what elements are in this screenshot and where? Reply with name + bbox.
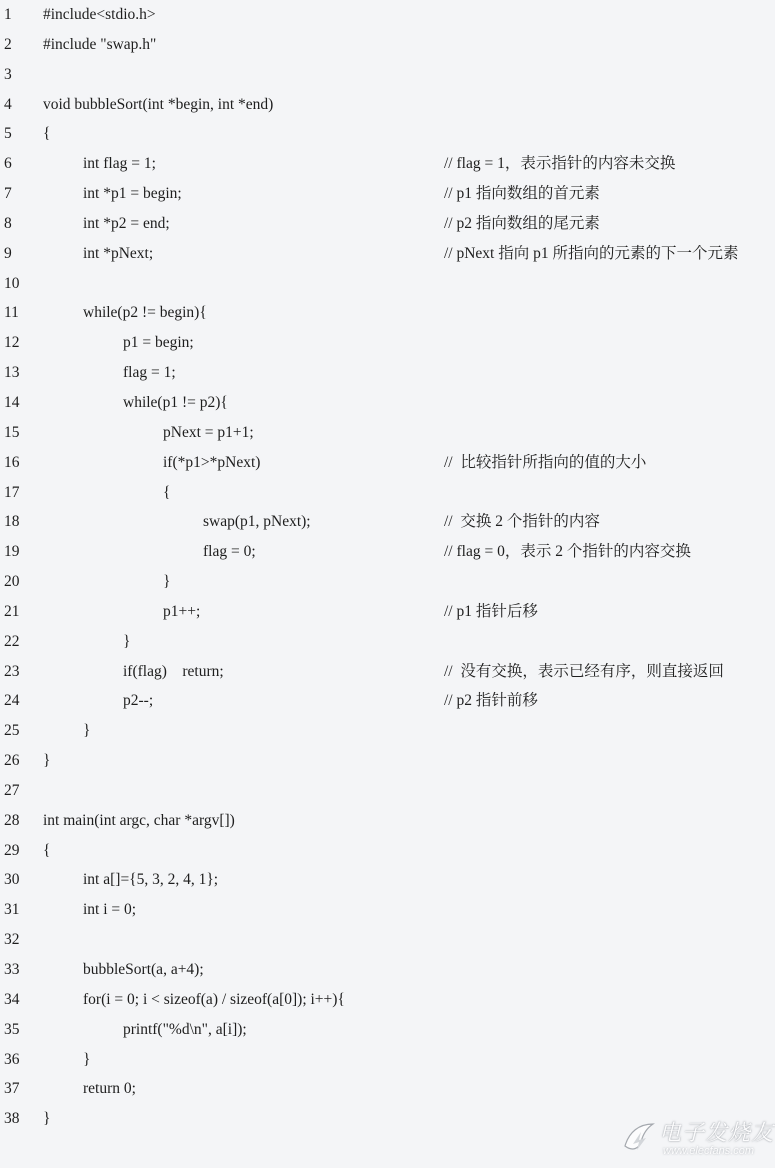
code-line [0, 955, 775, 985]
code-comment: // p2 指针前移 [444, 692, 538, 710]
code-line [0, 60, 775, 90]
code-line [0, 209, 775, 239]
code-text: int main(int argc, char *argv[]) [43, 811, 235, 829]
code-line [0, 90, 775, 120]
code-line [0, 358, 775, 388]
line-number: 6 [4, 155, 12, 173]
code-line [0, 269, 775, 299]
line-number: 34 [4, 990, 20, 1008]
line-number: 3 [4, 65, 12, 83]
code-line [0, 836, 775, 866]
line-number: 27 [4, 781, 20, 799]
code-text: p1 = begin; [123, 334, 194, 352]
code-line [0, 865, 775, 895]
code-text: int *p1 = begin; [83, 185, 182, 203]
code-text: } [163, 573, 171, 591]
code-text: } [43, 1110, 51, 1128]
code-line [0, 179, 775, 209]
code-text: void bubbleSort(int *begin, int *end) [43, 95, 274, 113]
code-line [0, 119, 775, 149]
code-text: } [123, 632, 131, 650]
code-line [0, 1015, 775, 1045]
code-text: printf("%d\n", a[i]); [123, 1020, 247, 1038]
code-line [0, 657, 775, 687]
line-number: 7 [4, 185, 12, 203]
line-number: 36 [4, 1050, 20, 1068]
watermark-title: 电子发烧友 [659, 1120, 775, 1145]
code-line [0, 0, 775, 30]
code-text: p1++; [163, 602, 201, 620]
code-line [0, 478, 775, 508]
code-line [0, 1074, 775, 1104]
code-line [0, 239, 775, 269]
code-line [0, 507, 775, 537]
code-comment: // p2 指向数组的尾元素 [444, 214, 600, 232]
line-number: 25 [4, 722, 20, 740]
code-line [0, 806, 775, 836]
code-line [0, 985, 775, 1015]
code-comment: // pNext 指向 p1 所指向的元素的下一个元素 [444, 244, 739, 262]
code-text: while(p1 != p2){ [123, 393, 228, 411]
line-number: 18 [4, 513, 20, 531]
code-line [0, 448, 775, 478]
line-number: 1 [4, 6, 12, 23]
code-comment: // p1 指针后移 [444, 602, 538, 620]
line-number: 28 [4, 811, 20, 829]
code-line [0, 298, 775, 328]
code-text: { [43, 125, 51, 143]
line-number: 9 [4, 244, 12, 262]
line-number: 17 [4, 483, 20, 501]
code-line [0, 686, 775, 716]
watermark-url: www.elecfans.com [663, 1145, 755, 1157]
code-text: } [43, 752, 51, 770]
line-number: 12 [4, 334, 20, 352]
line-number: 30 [4, 871, 20, 889]
code-text: #include "swap.h" [43, 35, 157, 53]
code-line [0, 627, 775, 657]
line-number: 38 [4, 1110, 20, 1128]
code-line [0, 895, 775, 925]
code-text: int *pNext; [83, 244, 154, 262]
line-number: 20 [4, 573, 20, 591]
code-text: int *p2 = end; [83, 214, 170, 232]
code-line [0, 746, 775, 776]
code-comment: // flag = 1，表示指针的内容未交换 [444, 155, 676, 173]
code-line [0, 567, 775, 597]
line-number: 29 [4, 841, 20, 859]
line-number: 4 [4, 95, 12, 113]
code-comment: // 比较指针所指向的值的大小 [444, 453, 647, 471]
code-text: for(i = 0; i < sizeof(a) / sizeof(a[0]); i++){ [83, 990, 345, 1008]
code-text: #include<stdio.h> [43, 6, 156, 23]
code-text: while(p2 != begin){ [83, 304, 207, 322]
line-number: 24 [4, 692, 20, 710]
code-line [0, 597, 775, 627]
code-text: } [83, 722, 91, 740]
code-text: bubbleSort(a, a+4); [83, 961, 204, 978]
line-number: 5 [4, 125, 12, 143]
code-text: return 0; [83, 1080, 136, 1098]
code-comment: // p1 指向数组的首元素 [444, 185, 600, 203]
watermark [619, 1112, 775, 1164]
line-number: 19 [4, 543, 20, 561]
line-number: 15 [4, 423, 20, 441]
code-text: } [83, 1050, 91, 1068]
line-number: 26 [4, 752, 20, 770]
line-number: 31 [4, 901, 20, 919]
code-comment: // flag = 0，表示 2 个指针的内容交换 [444, 543, 691, 561]
line-number: 37 [4, 1080, 20, 1098]
code-text: flag = 0; [203, 543, 256, 561]
line-number: 35 [4, 1020, 20, 1038]
line-number: 23 [4, 662, 20, 680]
code-text: flag = 1; [123, 364, 176, 382]
line-number: 22 [4, 632, 20, 650]
code-text: { [163, 483, 171, 501]
code-line [0, 776, 775, 806]
line-number: 32 [4, 931, 20, 949]
code-line [0, 388, 775, 418]
code-text: p2--; [123, 692, 154, 710]
line-number: 14 [4, 393, 20, 411]
code-line [0, 1045, 775, 1075]
line-number: 10 [4, 274, 20, 292]
code-text: { [43, 841, 51, 859]
line-number: 21 [4, 602, 20, 620]
code-comment: // 没有交换，表示已经有序，则直接返回 [444, 662, 724, 680]
code-line [0, 418, 775, 448]
code-comment: // 交换 2 个指针的内容 [444, 513, 600, 531]
code-text: int flag = 1; [83, 155, 156, 173]
code-text: swap(p1, pNext); [203, 513, 311, 531]
code-line [0, 149, 775, 179]
line-number: 33 [4, 961, 20, 978]
line-number: 11 [4, 304, 19, 322]
code-text: pNext = p1+1; [163, 423, 254, 441]
line-number: 2 [4, 35, 12, 53]
code-text: if(*p1>*pNext) [163, 453, 261, 471]
line-number: 8 [4, 214, 12, 232]
code-line [0, 328, 775, 358]
code-text: if(flag) return; [123, 662, 224, 680]
code-line [0, 30, 775, 60]
code-text: int i = 0; [83, 901, 137, 919]
line-number: 13 [4, 364, 20, 382]
elecfans-logo-icon [619, 1118, 659, 1158]
code-line [0, 537, 775, 567]
code-text: int a[]={5, 3, 2, 4, 1}; [83, 871, 219, 889]
code-line [0, 716, 775, 746]
line-number: 16 [4, 453, 20, 471]
code-line [0, 925, 775, 955]
